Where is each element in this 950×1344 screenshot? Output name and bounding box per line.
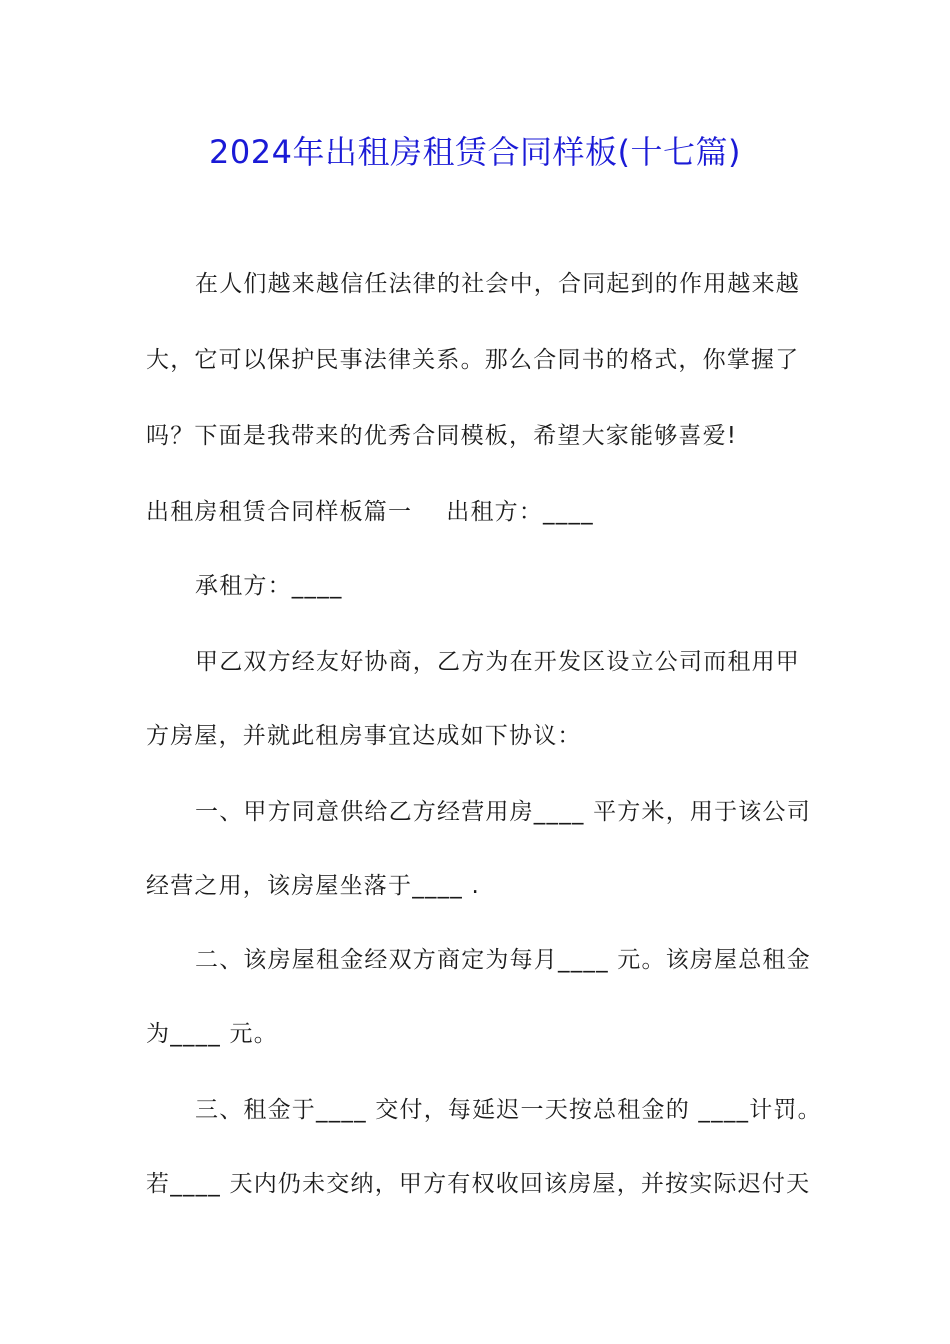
section-heading-line: 出租房租赁合同样板篇一 出租方：____ xyxy=(146,499,594,525)
clause-2-line-2: 为____ 元。 xyxy=(146,1021,278,1047)
clause-3-line-1: 三、租金于____ 交付，每延迟一天按总租金的 ____计罚。 xyxy=(195,1097,822,1123)
clause-1-line-2: 经营之用，该房屋坐落于____ . xyxy=(146,873,481,899)
tenant-line: 承租方：____ xyxy=(195,573,343,599)
clause-2-line-1: 二、该房屋租金经双方商定为每月____ 元。该房屋总租金 xyxy=(195,947,811,973)
paragraph-line-1: 在人们越来越信任法律的社会中，合同起到的作用越来越 xyxy=(195,271,800,297)
clause-1-line-1: 一、甲方同意供给乙方经营用房____ 平方米，用于该公司 xyxy=(195,799,811,825)
clause-3-line-2: 若____ 天内仍未交纳，甲方有权收回该房屋，并按实际迟付天 xyxy=(146,1171,811,1197)
paragraph-line-3: 吗？下面是我带来的优秀合同模板，希望大家能够喜爱! xyxy=(146,423,738,449)
agreement-line-1: 甲乙双方经友好协商，乙方为在开发区设立公司而租用甲 xyxy=(195,649,800,675)
document-title: 2024年出租房租赁合同样板(十七篇) xyxy=(209,133,741,171)
agreement-line-2: 方房屋，并就此租房事宜达成如下协议： xyxy=(146,723,582,749)
paragraph-line-2: 大，它可以保护民事法律关系。那么合同书的格式，你掌握了 xyxy=(146,347,800,373)
